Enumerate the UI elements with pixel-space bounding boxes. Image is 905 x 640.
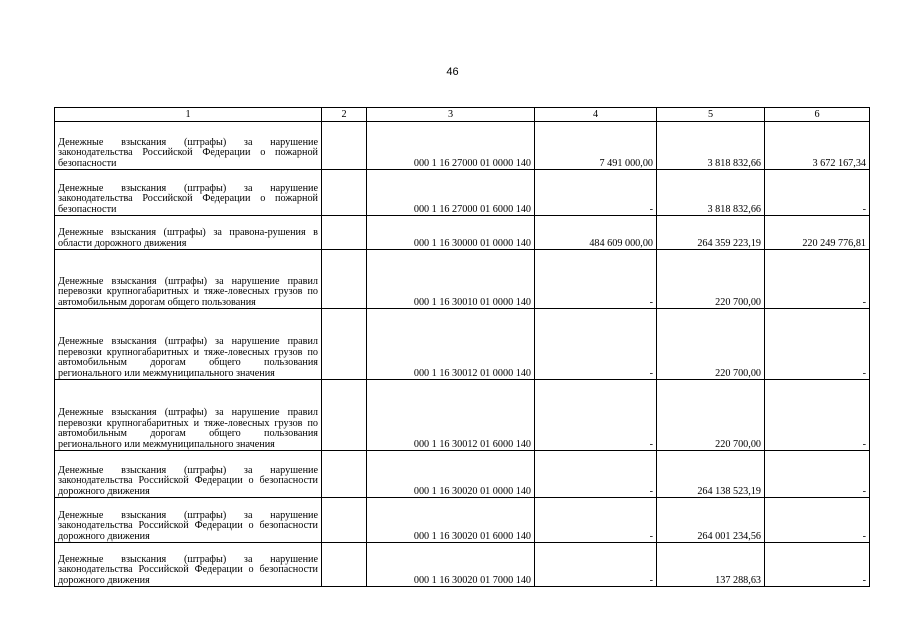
actual-amount-cell: 3 818 832,66 — [657, 122, 765, 170]
actual-amount-cell: 137 288,63 — [657, 543, 765, 587]
revenue-name-cell: Денежные взыскания (штрафы) за нарушение законодательства Российской Федерации о безопасности дорожного движения — [55, 543, 322, 587]
difference-amount-cell: - — [765, 498, 870, 543]
column-header: 2 — [322, 108, 367, 122]
actual-amount-cell: 264 138 523,19 — [657, 451, 765, 498]
empty-cell — [322, 309, 367, 380]
table-row — [55, 122, 870, 170]
difference-amount-cell: - — [765, 250, 870, 309]
table-row — [55, 543, 870, 587]
actual-amount-cell: 264 359 223,19 — [657, 216, 765, 250]
planned-amount-cell: - — [535, 498, 657, 543]
empty-cell — [322, 451, 367, 498]
budget-code-cell: 000 1 16 30012 01 6000 140 — [367, 380, 535, 451]
budget-code-cell: 000 1 16 30010 01 0000 140 — [367, 250, 535, 309]
planned-amount-cell: 7 491 000,00 — [535, 122, 657, 170]
table-row — [55, 216, 870, 250]
table-row — [55, 451, 870, 498]
revenue-table — [54, 107, 870, 587]
budget-code-cell: 000 1 16 27000 01 0000 140 — [367, 122, 535, 170]
budget-code-cell: 000 1 16 30020 01 0000 140 — [367, 451, 535, 498]
table-row — [55, 498, 870, 543]
table-row — [55, 309, 870, 380]
planned-amount-cell: - — [535, 451, 657, 498]
empty-cell — [322, 250, 367, 309]
empty-cell — [322, 216, 367, 250]
budget-code-cell: 000 1 16 27000 01 6000 140 — [367, 170, 535, 216]
revenue-name-cell: Денежные взыскания (штрафы) за правона-рушения в области дорожного движения — [55, 216, 322, 250]
empty-cell — [322, 380, 367, 451]
revenue-name-cell: Денежные взыскания (штрафы) за нарушение законодательства Российской Федерации о безопасности дорожного движения — [55, 451, 322, 498]
actual-amount-cell: 220 700,00 — [657, 309, 765, 380]
actual-amount-cell: 3 818 832,66 — [657, 170, 765, 216]
actual-amount-cell: 264 001 234,56 — [657, 498, 765, 543]
planned-amount-cell: - — [535, 250, 657, 309]
revenue-name-cell: Денежные взыскания (штрафы) за нарушение правил перевозки крупногабаритных и тяже-ловесных грузов по автомобильным дорогам общего пользования регионального или межмуниципального значения — [55, 380, 322, 451]
actual-amount-cell: 220 700,00 — [657, 250, 765, 309]
column-header: 1 — [55, 108, 322, 122]
budget-code-cell: 000 1 16 30000 01 0000 140 — [367, 216, 535, 250]
difference-amount-cell: 220 249 776,81 — [765, 216, 870, 250]
table-header-row — [55, 108, 870, 122]
empty-cell — [322, 498, 367, 543]
difference-amount-cell: - — [765, 309, 870, 380]
planned-amount-cell: 484 609 000,00 — [535, 216, 657, 250]
column-header: 4 — [535, 108, 657, 122]
difference-amount-cell: 3 672 167,34 — [765, 122, 870, 170]
revenue-name-cell: Денежные взыскания (штрафы) за нарушение правил перевозки крупногабаритных и тяже-ловесных грузов по автомобильным дорогам общего пользования — [55, 250, 322, 309]
difference-amount-cell: - — [765, 170, 870, 216]
page-number: 46 — [446, 66, 459, 78]
revenue-name-cell: Денежные взыскания (штрафы) за нарушение законодательства Российской Федерации о пожарной безопасности — [55, 122, 322, 170]
actual-amount-cell: 220 700,00 — [657, 380, 765, 451]
difference-amount-cell: - — [765, 380, 870, 451]
planned-amount-cell: - — [535, 309, 657, 380]
planned-amount-cell: - — [535, 543, 657, 587]
planned-amount-cell: - — [535, 380, 657, 451]
column-header: 6 — [765, 108, 870, 122]
difference-amount-cell: - — [765, 451, 870, 498]
budget-code-cell: 000 1 16 30020 01 7000 140 — [367, 543, 535, 587]
column-header: 3 — [367, 108, 535, 122]
budget-code-cell: 000 1 16 30012 01 0000 140 — [367, 309, 535, 380]
budget-code-cell: 000 1 16 30020 01 6000 140 — [367, 498, 535, 543]
empty-cell — [322, 543, 367, 587]
revenue-name-cell: Денежные взыскания (штрафы) за нарушение правил перевозки крупногабаритных и тяже-ловесных грузов по автомобильным дорогам общего пользования регионального или межмуниципального значения — [55, 309, 322, 380]
table-row — [55, 170, 870, 216]
planned-amount-cell: - — [535, 170, 657, 216]
difference-amount-cell: - — [765, 543, 870, 587]
column-header: 5 — [657, 108, 765, 122]
table-row — [55, 250, 870, 309]
table-row — [55, 380, 870, 451]
revenue-name-cell: Денежные взыскания (штрафы) за нарушение законодательства Российской Федерации о безопасности дорожного движения — [55, 498, 322, 543]
empty-cell — [322, 122, 367, 170]
empty-cell — [322, 170, 367, 216]
revenue-name-cell: Денежные взыскания (штрафы) за нарушение законодательства Российской Федерации о пожарной безопасности — [55, 170, 322, 216]
